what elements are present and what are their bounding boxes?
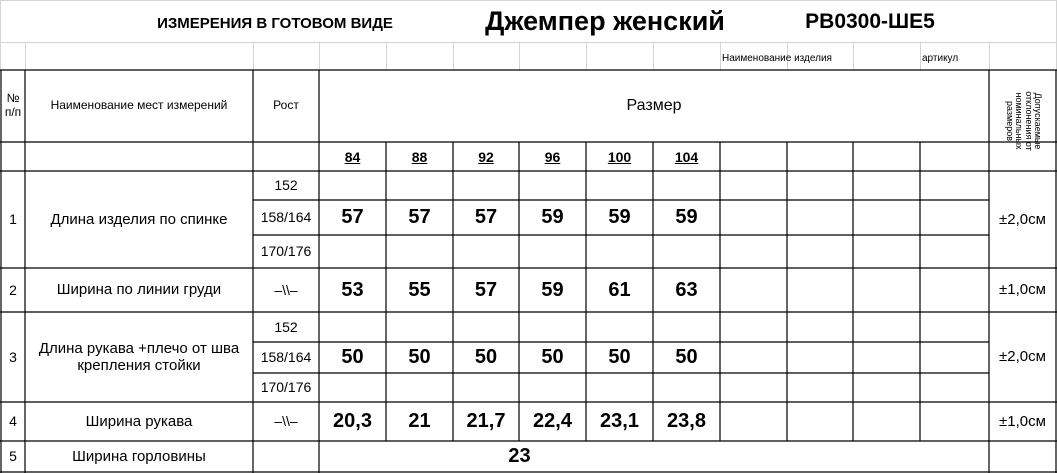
- row-3-value-104: 50: [675, 346, 698, 368]
- col-name-header: Наименование мест измерений: [50, 98, 228, 113]
- row-4-tolerance: ±1,0см: [999, 412, 1046, 430]
- size-header-92: 92: [478, 149, 494, 166]
- row-1-rost-152: 152: [274, 177, 298, 194]
- row-3-rost-170-176: 170/176: [260, 379, 312, 396]
- size-header-100: 100: [607, 149, 632, 166]
- row-1-value-100: 59: [608, 206, 631, 228]
- row-1-number: 1: [9, 211, 17, 228]
- row-4-value-96: 22,4: [533, 410, 572, 432]
- row-5-tolerance: [989, 441, 1056, 472]
- size-header-96: 96: [544, 149, 561, 166]
- row-4-rost-ditto: –\\–: [274, 413, 298, 430]
- row-1-value-96: 59: [541, 206, 564, 228]
- row-1-name: Длина изделия по спинке: [50, 210, 228, 228]
- row-2-rost-ditto: –\\–: [274, 281, 298, 298]
- row-4-name: Ширина рукава: [85, 412, 193, 430]
- row-4-value-100: 23,1: [600, 410, 639, 432]
- measurements-title: ИЗМЕРЕНИЯ В ГОТОВОМ ВИДЕ: [157, 15, 393, 33]
- row-4-value-88: 21: [408, 410, 431, 432]
- row-3-value-88: 50: [408, 346, 431, 368]
- row-2-number: 2: [9, 281, 17, 298]
- row-2-name: Ширина по линии груди: [56, 281, 222, 299]
- row-3-number: 3: [9, 348, 17, 365]
- row-2-tolerance: ±1,0см: [999, 281, 1046, 299]
- col-rost-header: Рост: [273, 98, 299, 113]
- row-5-number: 5: [9, 448, 17, 465]
- row-2-value-84: 53: [341, 278, 364, 301]
- product-name-label: Наименование изделия: [722, 53, 832, 65]
- row-4-value-104: 23,8: [667, 410, 706, 432]
- size-header-84: 84: [344, 149, 361, 166]
- row-2-value-92: 57: [474, 278, 498, 301]
- row-2-value-88: 55: [408, 278, 431, 301]
- product-title: Джемпер женский: [485, 6, 725, 37]
- row-1-rost-158-164: 158/164: [260, 209, 312, 226]
- row-2-value-104: 63: [675, 278, 698, 301]
- size-header-104: 104: [674, 149, 699, 166]
- row-1-tolerance: ±2,0см: [999, 210, 1046, 228]
- row-2-value-96: 59: [541, 278, 564, 301]
- row-3-value-92: 50: [474, 346, 498, 368]
- row-4-value-84: 20,3: [333, 410, 372, 432]
- row-2-value-100: 61: [608, 278, 631, 301]
- row-3-tolerance: ±2,0см: [999, 348, 1046, 366]
- article-label: артикул: [922, 53, 959, 65]
- row-3-name: Длина рукава +плечо от шва крепления стойки: [38, 339, 240, 374]
- row-3-value-100: 50: [608, 346, 631, 368]
- size-header-88: 88: [411, 149, 428, 166]
- col-number-header: № п/п: [4, 91, 22, 119]
- row-4-value-92: 21,7: [466, 410, 506, 432]
- row-3-value-96: 50: [541, 346, 564, 368]
- row-3-rost-152: 152: [274, 318, 298, 335]
- article-code: PB0300-ШЕ5: [805, 9, 935, 33]
- col-tolerance-header: Допускаемые отклонения от номинальных размеров: [1004, 90, 1043, 151]
- row-4-number: 4: [9, 413, 17, 430]
- row-5-name: Ширина горловины: [72, 447, 206, 465]
- row-3-value-84: 50: [341, 346, 364, 368]
- row-5-value-merged: 23: [508, 445, 531, 467]
- row-1-value-104: 59: [675, 206, 698, 228]
- row-5-rost: [253, 441, 319, 472]
- row-1-rost-170-176: 170/176: [260, 243, 312, 260]
- row-1-value-88: 57: [408, 206, 431, 228]
- row-1-value-92: 57: [474, 206, 498, 228]
- row-1-value-84: 57: [341, 206, 364, 228]
- row-3-rost-158-164: 158/164: [260, 349, 312, 366]
- col-size-header: Размер: [626, 96, 682, 114]
